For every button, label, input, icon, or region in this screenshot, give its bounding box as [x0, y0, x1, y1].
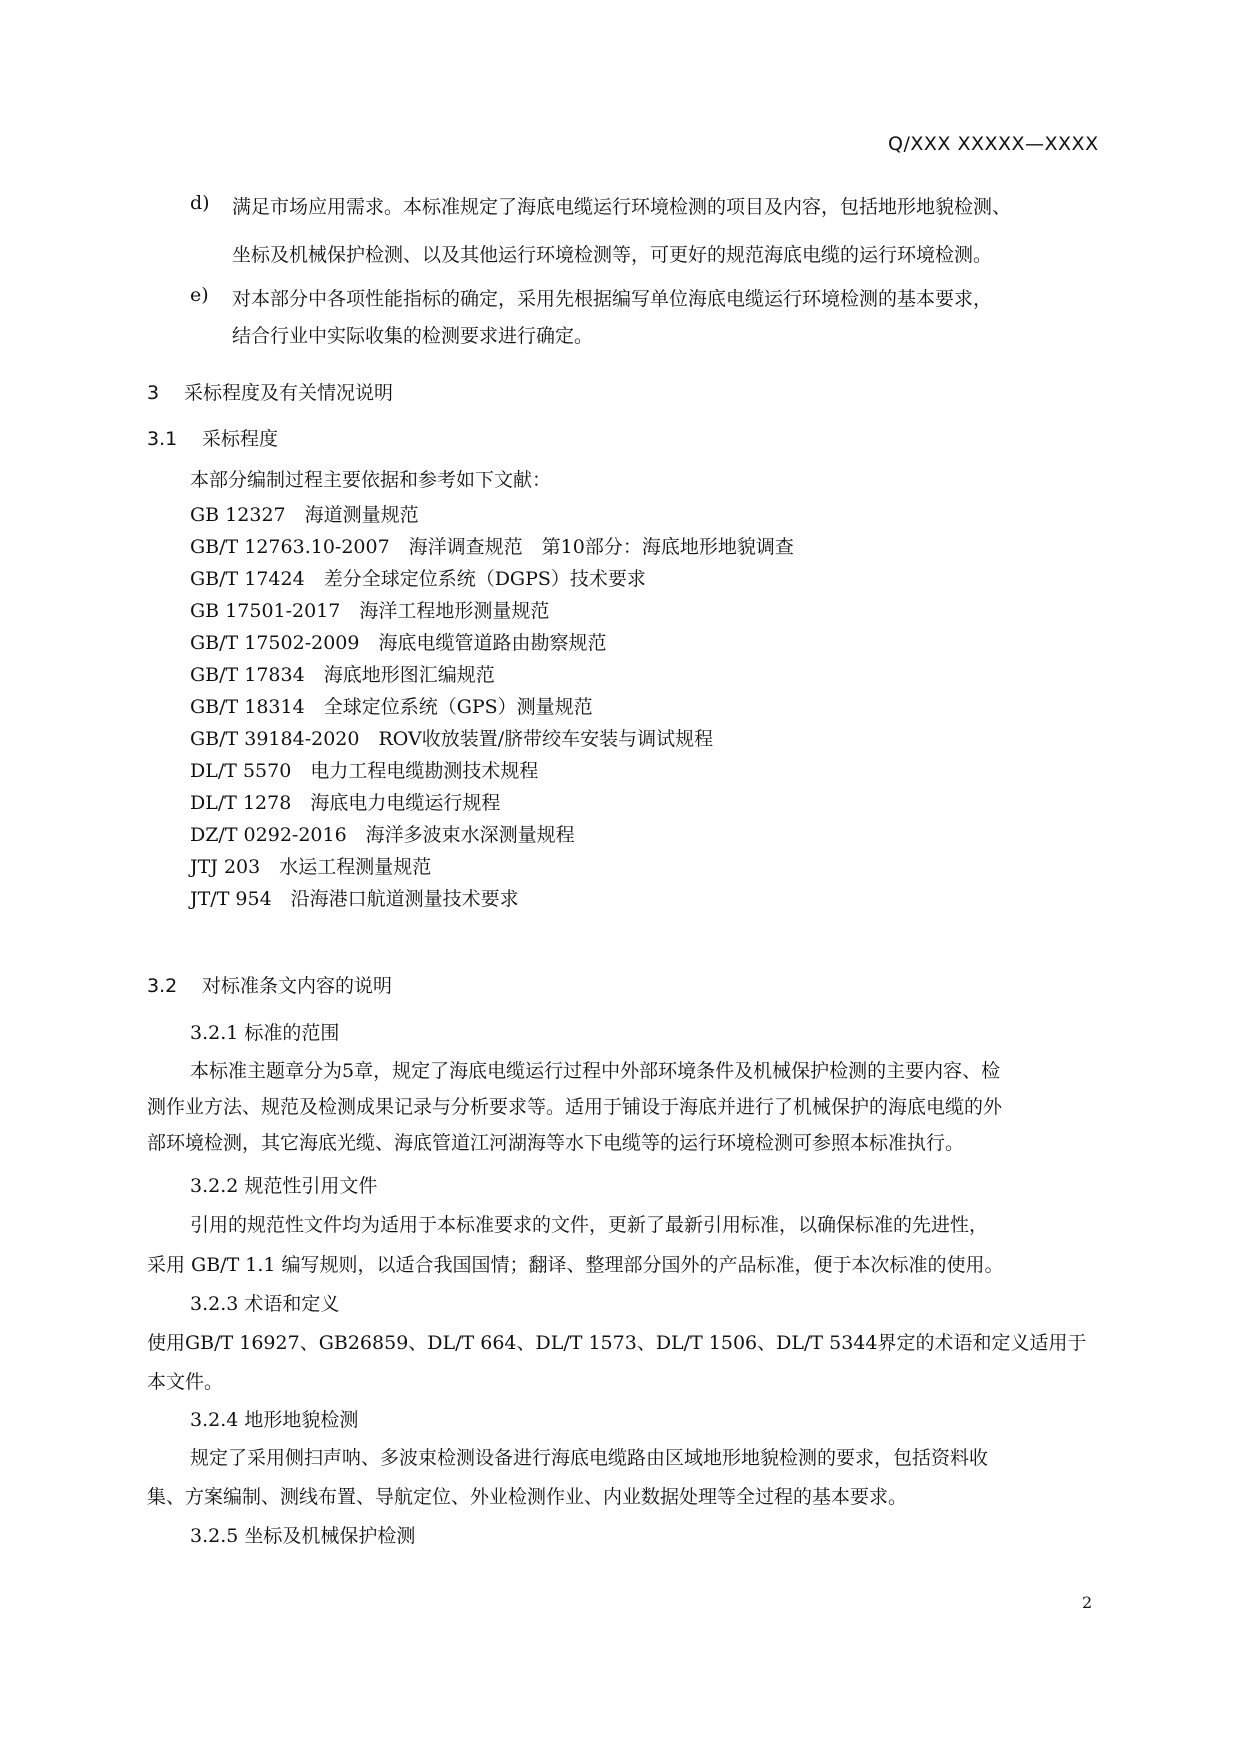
- reference-item: GB/T 17834 海底地形图汇编规范: [190, 664, 495, 686]
- paragraph-line: 采用 GB/T 1.1 编写规则，以适合我国国情；翻译、整理部分国外的产品标准，便于本次标准的使用。: [147, 1254, 1004, 1276]
- section-heading-3-2: [147, 971, 392, 998]
- reference-item: JT/T 954 沿海港口航道测量技术要求: [190, 888, 519, 910]
- reference-item: DL/T 5570 电力工程电缆勘测技术规程: [190, 760, 539, 782]
- reference-item: GB/T 17502-2009 海底电缆管道路由勘察规范: [190, 632, 607, 654]
- paragraph-line: 引用的规范性文件均为适用于本标准要求的文件，更新了最新引用标准，以确保标准的先进性，: [190, 1214, 989, 1236]
- reference-item: JTJ 203 水运工程测量规范: [190, 856, 432, 878]
- reference-item: GB 12327 海道测量规范: [190, 504, 419, 526]
- paragraph-line: 本文件。: [147, 1371, 224, 1393]
- paragraph-line: 本标准主题章分为5章，规定了海底电缆运行过程中外部环境条件及机械保护检测的主要内容、检: [190, 1060, 1001, 1082]
- section-number: 3: [147, 382, 160, 404]
- list-marker-e: e): [190, 284, 209, 306]
- paragraph-line: 规定了采用侧扫声呐、多波束检测设备进行海底电缆路由区域地形地貌检测的要求，包括资料收: [190, 1447, 989, 1469]
- reference-item: GB/T 39184-2020 ROV收放装置/脐带绞车安装与调试规程: [190, 728, 714, 750]
- subsection-heading-3-2-1: 3.2.1 标准的范围: [190, 1022, 340, 1044]
- section-number: 3.2: [147, 975, 178, 997]
- page-number: 2: [1082, 1593, 1093, 1612]
- references-intro: 本部分编制过程主要依据和参考如下文献：: [190, 469, 552, 491]
- paragraph-line: 部环境检测，其它海底光缆、海底管道江河湖海等水下电缆等的运行环境检测可参照本标准执行。: [147, 1132, 965, 1154]
- subsection-heading-3-2-2: 3.2.2 规范性引用文件: [190, 1175, 378, 1197]
- section-heading-3-1: [147, 424, 278, 451]
- section-title: 采标程度: [202, 428, 279, 450]
- section-heading-3: [147, 378, 393, 405]
- section-title: 对标准条文内容的说明: [202, 975, 393, 997]
- list-item-e-line2: 结合行业中实际收集的检测要求进行确定。: [232, 325, 594, 347]
- document-code: Q/XXX XXXXX—XXXX: [888, 133, 1099, 155]
- subsection-heading-3-2-3: 3.2.3 术语和定义: [190, 1293, 340, 1315]
- paragraph-line: 测作业方法、规范及检测成果记录与分析要求等。适用于铺设于海底并进行了机械保护的海底电缆的外: [147, 1096, 1003, 1118]
- list-item-d-line2: 坐标及机械保护检测、以及其他运行环境检测等，可更好的规范海底电缆的运行环境检测。: [232, 244, 993, 266]
- section-number: 3.1: [147, 428, 178, 450]
- subsection-heading-3-2-5: 3.2.5 坐标及机械保护检测: [190, 1525, 416, 1547]
- list-item-d-line1: 满足市场应用需求。本标准规定了海底电缆运行环境检测的项目及内容，包括地形地貌检测、: [232, 196, 1012, 218]
- section-title: 采标程度及有关情况说明: [184, 382, 394, 404]
- paragraph-line: 集、方案编制、测线布置、导航定位、外业检测作业、内业数据处理等全过程的基本要求。: [147, 1486, 908, 1508]
- list-item-e-line1: 对本部分中各项性能指标的确定，采用先根据编写单位海底电缆运行环境检测的基本要求，: [232, 288, 993, 310]
- subsection-heading-3-2-4: 3.2.4 地形地貌检测: [190, 1409, 359, 1431]
- reference-item: GB/T 18314 全球定位系统（GPS）测量规范: [190, 696, 593, 718]
- paragraph-line: 使用GB/T 16927、GB26859、DL/T 664、DL/T 1573、DL/T 1506、DL/T 5344界定的术语和定义适用于: [147, 1332, 1087, 1354]
- reference-item: GB 17501-2017 海洋工程地形测量规范: [190, 600, 550, 622]
- reference-item: GB/T 12763.10-2007 海洋调查规范 第10部分：海底地形地貌调查: [190, 536, 794, 558]
- list-marker-d: d): [190, 192, 210, 214]
- reference-item: GB/T 17424 差分全球定位系统（DGPS）技术要求: [190, 568, 646, 590]
- reference-item: DL/T 1278 海底电力电缆运行规程: [190, 792, 501, 814]
- reference-item: DZ/T 0292-2016 海洋多波束水深测量规程: [190, 824, 575, 846]
